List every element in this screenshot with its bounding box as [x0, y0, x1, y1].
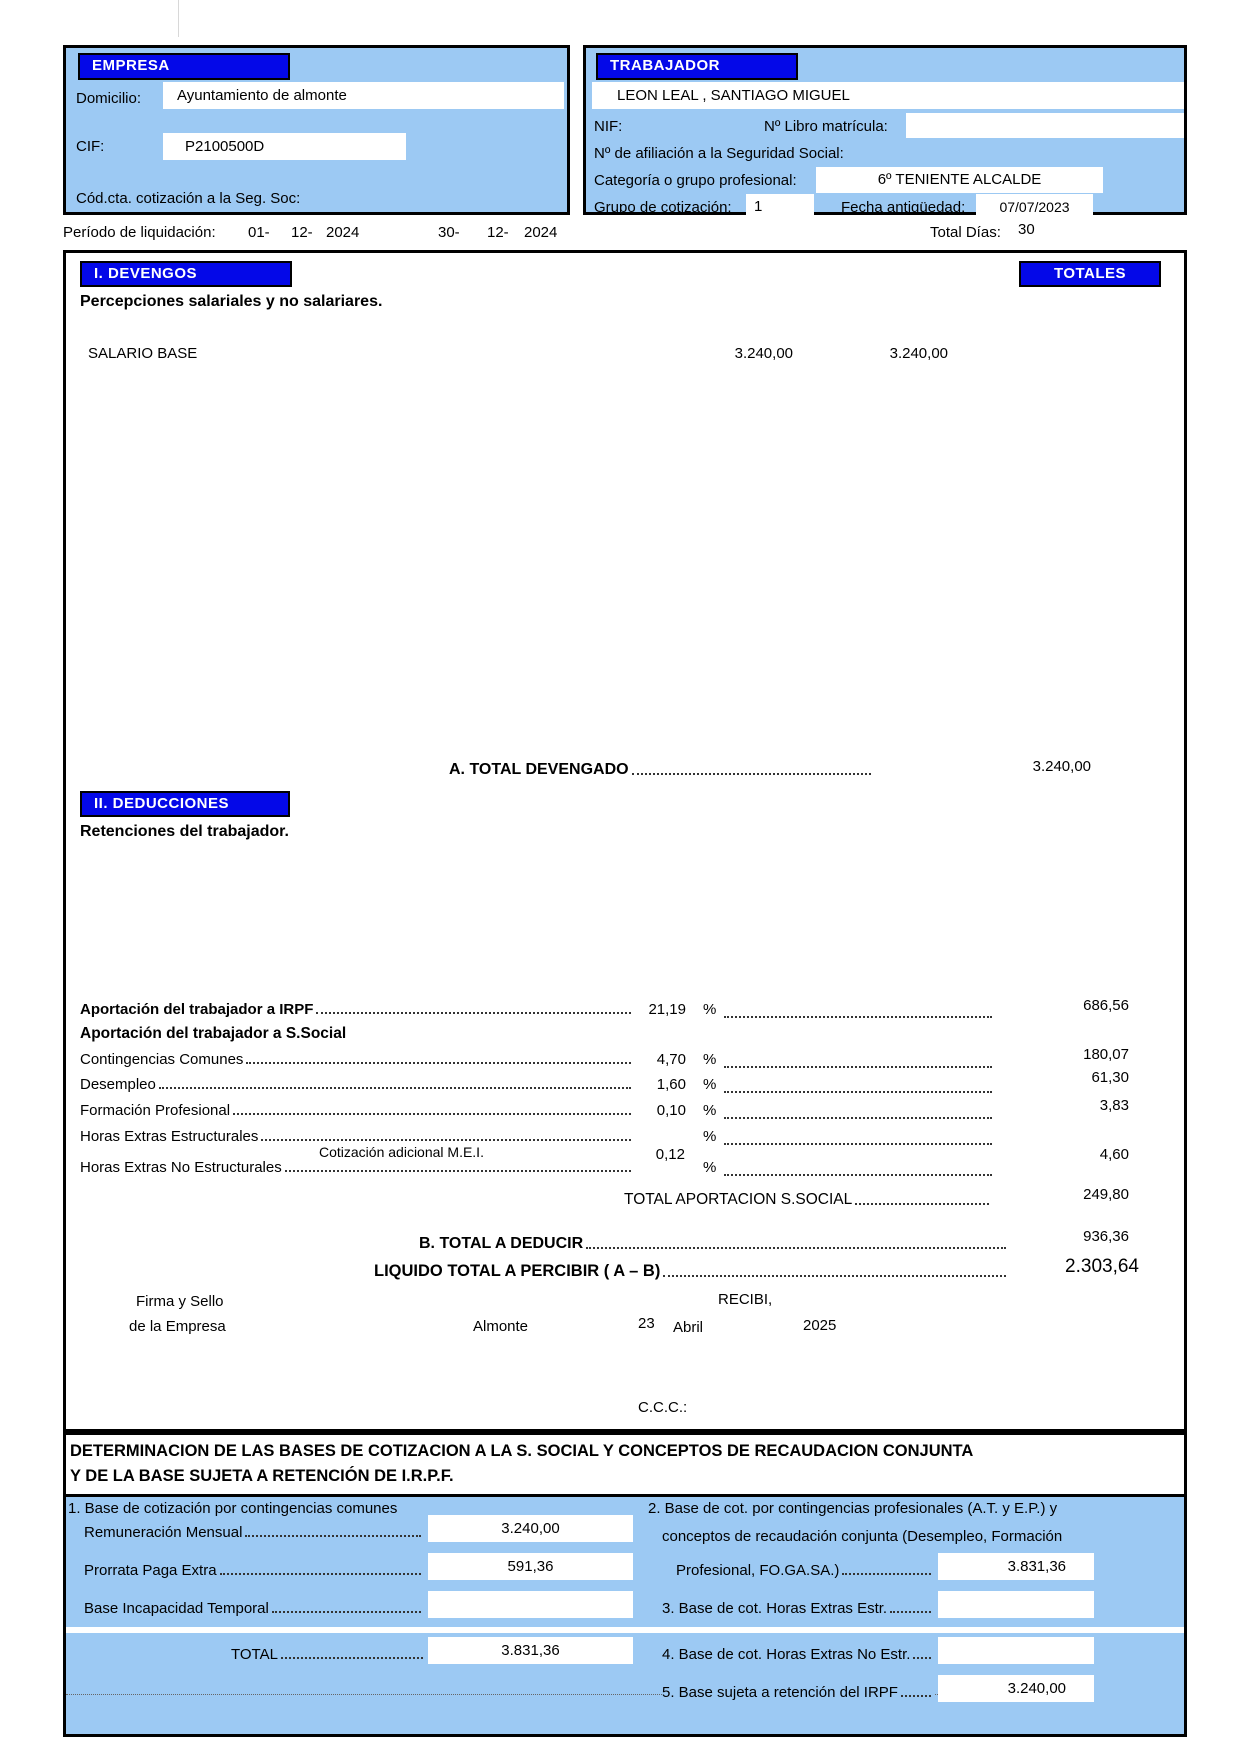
firma-line2: de la Empresa	[129, 1318, 226, 1335]
dot-leader	[586, 1247, 1006, 1249]
dot-leader	[246, 1062, 631, 1064]
base2-field[interactable]	[938, 1553, 1094, 1580]
dot-leader	[724, 1102, 992, 1119]
dot-leader	[632, 773, 871, 775]
prorrata-field[interactable]	[428, 1553, 633, 1580]
dot-leader	[890, 1611, 931, 1613]
antiguedad-label: Fecha antigüedad:	[841, 199, 966, 216]
dot-leader	[842, 1573, 931, 1575]
base2-label: Profesional, FO.GA.SA.)	[676, 1562, 840, 1579]
dot-leader	[285, 1170, 631, 1172]
base2-titulo-line2: conceptos de recaudación conjunta (Desempleo, Formación	[662, 1528, 1063, 1545]
nombre-field[interactable]	[592, 82, 1184, 109]
salario-base-importe: 3.240,00	[734, 345, 793, 362]
libro-matricula-field[interactable]	[906, 113, 1184, 138]
dot-leader	[724, 1001, 992, 1018]
liquido-label: LIQUIDO TOTAL A PERCIBIR ( A – B)	[374, 1262, 661, 1280]
liquido-value: 2.303,64	[1065, 1256, 1139, 1277]
total-deducir-row	[419, 1235, 1009, 1253]
total-deducir-label: B. TOTAL A DEDUCIR	[419, 1235, 584, 1252]
base5-row	[662, 1684, 934, 1701]
dot-leader	[724, 1159, 992, 1176]
mei-value: 4,60	[1099, 1146, 1129, 1163]
total-devengado-label: A. TOTAL DEVENGADO	[449, 761, 629, 778]
empresa-box	[63, 45, 570, 215]
prorrata-value: 591,36	[507, 1558, 554, 1575]
dot-leader	[316, 1012, 631, 1014]
total-ss-row	[624, 1191, 992, 1209]
dot-leader	[663, 1275, 1006, 1277]
dot-leader	[261, 1139, 631, 1141]
periodo-desde-ano: 2024	[326, 224, 360, 241]
prorrata-row	[84, 1562, 424, 1579]
deducciones-header	[80, 791, 290, 817]
dot-leader	[159, 1087, 631, 1089]
base4-row	[662, 1646, 934, 1663]
antiguedad-value: 07/07/2023	[999, 199, 1070, 215]
dot-leader	[281, 1657, 423, 1659]
dot-leader	[272, 1611, 421, 1613]
horas-extras-estr-pct	[634, 1128, 686, 1145]
salario-base-label: SALARIO BASE	[88, 345, 198, 362]
irpf-row	[80, 1001, 686, 1018]
base2-titulo-line1: 2. Base de cot. por contingencias profesionales (A.T. y E.P.) y	[648, 1500, 1058, 1517]
mei-pct: 0,12	[655, 1146, 685, 1163]
base2-row	[676, 1562, 934, 1579]
horas-extras-no-estr-row	[80, 1159, 686, 1176]
prorrata-label: Prorrata Paga Extra	[84, 1562, 217, 1579]
formacion-label: Formación Profesional	[80, 1102, 231, 1119]
antiguedad-field[interactable]	[976, 194, 1093, 220]
base4-field[interactable]	[938, 1637, 1094, 1664]
totales-header-label: TOTALES	[1053, 265, 1127, 282]
categoria-label: Categoría o grupo profesional:	[594, 172, 797, 189]
libro-matricula-label: Nº Libro matrícula:	[764, 118, 888, 135]
desempleo-label: Desempleo	[80, 1076, 156, 1093]
total-ss-value: 249,80	[1083, 1186, 1129, 1203]
trabajador-box	[583, 45, 1187, 215]
devengos-header	[80, 261, 292, 287]
remuneracion-label: Remuneración Mensual	[84, 1524, 243, 1541]
liquido-row	[374, 1262, 1009, 1281]
recibi-label: RECIBI,	[718, 1291, 773, 1308]
periodo-desde-mes: 12-	[291, 224, 313, 241]
periodo-hasta-ano: 2024	[524, 224, 558, 241]
dot-leader	[724, 1076, 992, 1093]
bases-box	[63, 1432, 1187, 1737]
totales-header	[1019, 261, 1161, 287]
dot-leader	[901, 1695, 931, 1697]
bases-title-line2: Y DE LA BASE SUJETA A RETENCIÓN DE I.R.P.F.	[70, 1467, 454, 1485]
periodo-desde-dia: 01-	[248, 224, 270, 241]
horas-extras-no-estr-pct	[634, 1159, 686, 1176]
total-bases-value: 3.831,36	[501, 1642, 560, 1659]
cuenta-cotizacion-label: Cód.cta. cotización a la Seg. Soc:	[76, 190, 301, 207]
formacion-row	[80, 1102, 686, 1119]
nif-label: NIF:	[594, 118, 623, 135]
horas-extras-no-estr-label: Horas Extras No Estructurales	[80, 1159, 282, 1176]
base3-label: 3. Base de cot. Horas Extras Estr.	[662, 1600, 888, 1617]
grupo-cotizacion-value: 1	[754, 198, 763, 215]
remuneracion-value: 3.240,00	[501, 1520, 560, 1537]
categoria-value: 6º TENIENTE ALCALDE	[877, 171, 1042, 188]
firma-ano: 2025	[803, 1317, 837, 1334]
firma-lugar: Almonte	[473, 1318, 529, 1335]
total-deducir-value: 936,36	[1083, 1228, 1129, 1245]
bases-title-line1: DETERMINACION DE LAS BASES DE COTIZACION A LA S. SOCIAL Y CONCEPTOS DE RECAUDACION CONJUNTA	[70, 1442, 974, 1460]
total-bases-label: TOTAL	[231, 1646, 278, 1663]
desempleo-row	[80, 1076, 686, 1093]
base4-label: 4. Base de cot. Horas Extras No Estr.	[662, 1646, 911, 1663]
irpf-value: 686,56	[1083, 997, 1129, 1014]
base5-label: 5. Base sujeta a retención del IRPF	[662, 1684, 898, 1701]
firma-line1: Firma y Sello	[136, 1293, 224, 1310]
cif-label: CIF:	[76, 138, 105, 155]
total-bases-row	[231, 1646, 426, 1663]
categoria-field[interactable]	[816, 167, 1103, 193]
irpf-pct: 21,19	[648, 1001, 686, 1018]
trabajador-header-label: TRABAJADOR	[610, 57, 720, 74]
empresa-header-label: EMPRESA	[92, 57, 170, 74]
grupo-cotizacion-field[interactable]	[746, 194, 814, 220]
total-bases-field[interactable]	[428, 1637, 633, 1664]
domicilio-field[interactable]	[163, 82, 564, 109]
irpf-label: Aportación del trabajador a IRPF	[80, 1001, 314, 1018]
total-devengado-row	[449, 761, 874, 779]
devengos-header-label: I. DEVENGOS	[94, 265, 198, 282]
contingencias-row	[80, 1051, 686, 1068]
bases-title	[66, 1435, 1184, 1497]
horas-extras-estr-label: Horas Extras Estructurales	[80, 1128, 259, 1145]
horas-extras-no-estr-percent-sign: %	[703, 1159, 717, 1176]
formacion-pct: 0,10	[656, 1102, 686, 1119]
cif-field[interactable]	[163, 133, 406, 160]
nombre-value: LEON LEAL , SANTIAGO MIGUEL	[617, 87, 850, 104]
dot-leader	[724, 1051, 992, 1068]
salario-base-total: 3.240,00	[889, 345, 948, 362]
horas-extras-estr-row	[80, 1128, 686, 1145]
desempleo-pct: 1,60	[656, 1076, 686, 1093]
incapacidad-row	[84, 1600, 424, 1617]
dot-leader	[855, 1203, 989, 1205]
desempleo-percent-sign: %	[703, 1076, 717, 1093]
total-ss-label: TOTAL APORTACION S.SOCIAL	[624, 1191, 853, 1208]
scan-artifact-line	[178, 0, 179, 37]
incapacidad-field[interactable]	[428, 1591, 633, 1618]
total-dias-value: 30	[1018, 221, 1035, 238]
dot-leader	[724, 1128, 992, 1145]
horas-extras-estr-percent-sign: %	[703, 1128, 717, 1145]
dot-leader	[913, 1657, 931, 1659]
contingencias-label: Contingencias Comunes	[80, 1051, 244, 1068]
deducciones-header-label: II. DEDUCCIONES	[94, 795, 230, 812]
retenciones-subtitle: Retenciones del trabajador.	[80, 823, 289, 840]
bases-separator	[66, 1627, 1184, 1633]
empresa-header	[78, 53, 290, 80]
contingencias-pct: 4,70	[656, 1051, 686, 1068]
remuneracion-field[interactable]	[428, 1515, 633, 1542]
dot-leader	[245, 1535, 421, 1537]
base1-titulo: 1. Base de cotización por contingencias comunes	[68, 1500, 398, 1517]
domicilio-label: Domicilio:	[76, 90, 142, 107]
base2-value: 3.831,36	[1007, 1558, 1066, 1575]
contingencias-percent-sign: %	[703, 1051, 717, 1068]
dot-leader	[233, 1113, 631, 1115]
main-box	[63, 250, 1187, 1432]
contingencias-value: 180,07	[1083, 1046, 1129, 1063]
base3-field[interactable]	[938, 1591, 1094, 1618]
total-dias-label: Total Días:	[930, 224, 1001, 241]
base5-value: 3.240,00	[1007, 1680, 1066, 1697]
mei-label: Cotización adicional M.E.I.	[319, 1144, 484, 1160]
ccc-label: C.C.C.:	[638, 1399, 688, 1416]
periodo-label: Período de liquidación:	[63, 224, 216, 241]
incapacidad-label: Base Incapacidad Temporal	[84, 1600, 269, 1617]
firma-mes: Abril	[673, 1319, 704, 1336]
desempleo-value: 61,30	[1091, 1069, 1129, 1086]
trabajador-header	[596, 53, 798, 80]
base3-row	[662, 1600, 934, 1617]
periodo-hasta-mes: 12-	[487, 224, 509, 241]
formacion-value: 3,83	[1099, 1097, 1129, 1114]
percepciones-subtitle: Percepciones salariales y no salariares.	[80, 293, 383, 310]
ssocial-subheader: Aportación del trabajador a S.Social	[80, 1025, 347, 1042]
formacion-percent-sign: %	[703, 1102, 717, 1119]
dot-leader	[220, 1573, 421, 1575]
firma-dia: 23	[638, 1315, 655, 1332]
grupo-cotizacion-label: Grupo de cotización:	[594, 199, 732, 216]
bases-body	[66, 1496, 1184, 1734]
periodo-hasta-dia: 30-	[438, 224, 460, 241]
remuneracion-row	[84, 1524, 424, 1541]
cif-value: P2100500D	[185, 138, 265, 155]
afiliacion-label: Nº de afiliación a la Seguridad Social:	[594, 145, 844, 162]
domicilio-value: Ayuntamiento de almonte	[177, 87, 347, 104]
base5-field[interactable]	[938, 1675, 1094, 1702]
total-devengado-value: 3.240,00	[1032, 758, 1091, 775]
irpf-percent-sign: %	[703, 1001, 717, 1018]
